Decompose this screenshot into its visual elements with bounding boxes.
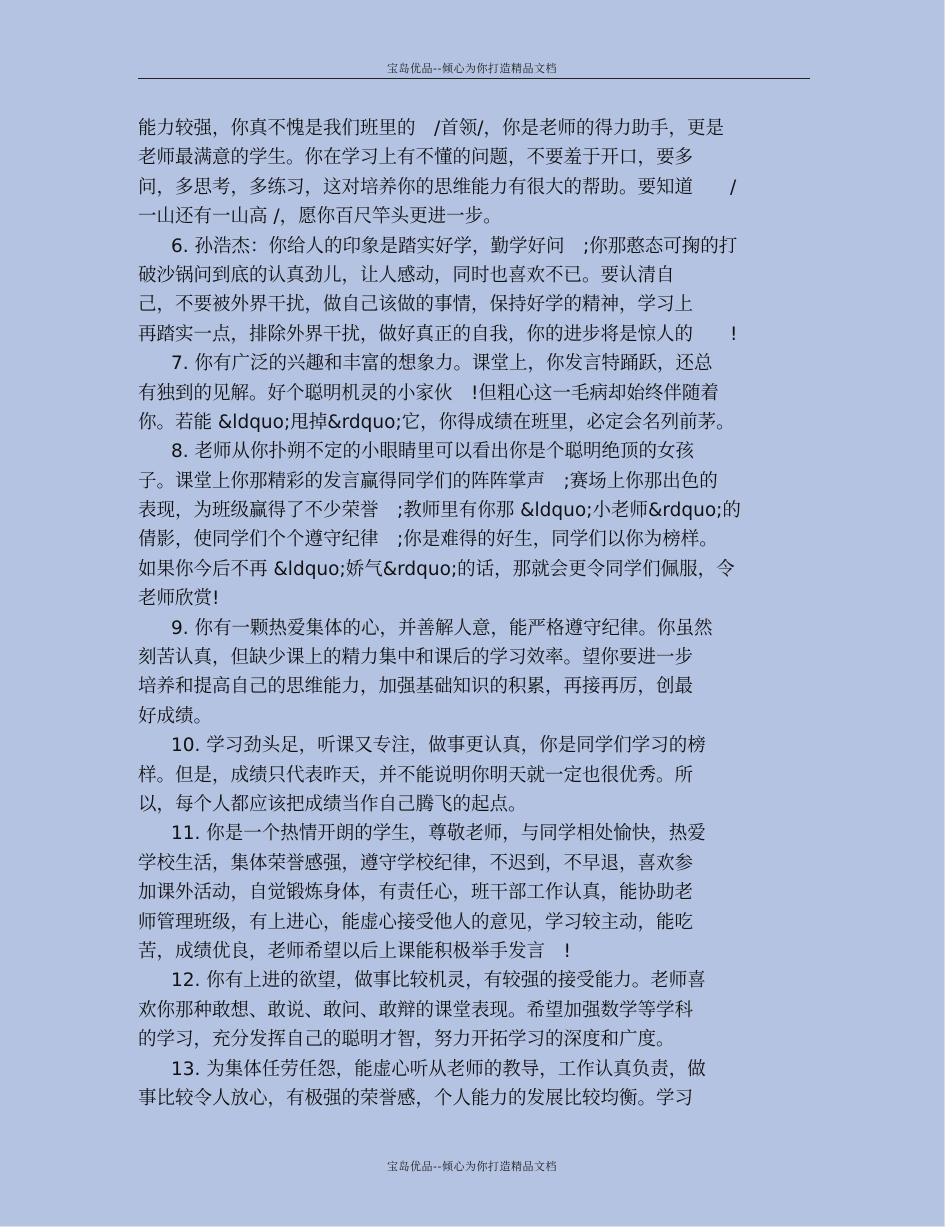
paragraph-7-start: 7. 你有广泛的兴趣和丰富的想象力。课堂上，你发言特踊跃，还总 [171, 353, 713, 375]
text-line: 样。但是，成绩只代表昨天，并不能说明你明天就一定也很优秀。所 [138, 764, 694, 786]
paragraph-13-start: 13. 为集体任劳任怨，能虚心听从老师的教导，工作认真负责，做 [171, 1058, 706, 1080]
page-footer: 宝岛优品--倾心为你打造精品文档 [387, 1160, 557, 1173]
paragraph-9-start: 9. 你有一颗热爱集体的心，并善解人意，能严格遵守纪律。你虽然 [171, 617, 713, 639]
text-line: 如果你今后不再 &ldquo;娇气&rdquo;的话，那就会更令同学们佩服，令 [138, 558, 735, 580]
text-line: 培养和提高自己的思维能力，加强基础知识的积累，再接再厉，创最 [138, 676, 694, 698]
text-line: 以，每个人都应该把成绩当作自己腾飞的起点。 [138, 793, 527, 815]
text-line: 表现，为班级赢得了不少荣誉 ;教师里有你那 &ldquo;小老师&rdquo;的 [138, 500, 741, 522]
text-line: 子。课堂上你那精彩的发言赢得同学们的阵阵掌声 ;赛场上你那出色的 [138, 470, 718, 492]
text-line: 苦，成绩优良，老师希望以后上课能积极举手发言 ! [138, 940, 571, 962]
paragraph-11-start: 11. 你是一个热情开朗的学生，尊敬老师，与同学相处愉快，热爱 [171, 823, 706, 845]
text-line: 老师欣赏! [138, 588, 220, 610]
text-line: 再踏实一点，排除外界干扰，做好真正的自我，你的进步将是惊人的 ! [138, 323, 738, 345]
text-line: 老师最满意的学生。你在学习上有不懂的问题，不要羞于开口，要多 [138, 147, 694, 169]
paragraph-10-start: 10. 学习劲头足，听课又专注，做事更认真，你是同学们学习的榜 [171, 735, 706, 757]
text-line: 你。若能 &ldquo;甩掉&rdquo;它，你得成绩在班里，必定会名列前茅。 [138, 411, 735, 433]
text-line: 学校生活，集体荣誉感强，遵守学校纪律，不迟到，不早退，喜欢参 [138, 852, 694, 874]
text-line: 倩影，使同学们个个遵守纪律 ;你是难得的好生，同学们以你为榜样。 [138, 529, 718, 551]
text-line: 刻苦认真，但缺少课上的精力集中和课后的学习效率。望你要进一步 [138, 647, 694, 669]
text-line: 有独到的见解。好个聪明机灵的小家伙 !但粗心这一毛病却始终伴随着 [138, 382, 719, 404]
text-line: 欢你那种敢想、敢说、敢问、敢辩的课堂表现。希望加强数学等学科 [138, 999, 694, 1021]
text-line: 问，多思考，多练习，这对培养你的思维能力有很大的帮助。要知道 / [138, 176, 737, 198]
text-line: 师管理班级，有上进心，能虚心接受他人的意见，学习较主动，能吃 [138, 911, 694, 933]
paragraph-6-start: 6. 孙浩杰：你给人的印象是踏实好学，勤学好问 ;你那憨态可掬的打 [171, 235, 738, 257]
page-header: 宝岛优品--倾心为你打造精品文档 [387, 62, 557, 75]
text-line: 加课外活动，自觉锻炼身体，有责任心，班干部工作认真，能协助老 [138, 882, 694, 904]
text-line: 能力较强，你真不愧是我们班里的 /首领/，你是老师的得力助手，更是 [138, 118, 724, 139]
text-line: 事比较令人放心，有极强的荣誉感，个人能力的发展比较均衡。学习 [138, 1087, 694, 1109]
text-line: 己，不要被外界干扰，做自己该做的事情，保持好学的精神，学习上 [138, 294, 694, 316]
document-body [138, 114, 806, 1113]
paragraph-8-start: 8. 老师从你扑朔不定的小眼睛里可以看出你是个聪明绝顶的女孩 [171, 441, 695, 463]
paragraph-12-start: 12. 你有上进的欲望，做事比较机灵，有较强的接受能力。老师喜 [171, 970, 706, 992]
text-line: 好成绩。 [138, 705, 213, 727]
text-line: 一山还有一山高 /，愿你百尺竿头更进一步。 [138, 206, 502, 228]
text-line: 破沙锅问到底的认真劲儿，让人感动，同时也喜欢不已。要认清自 [138, 264, 675, 286]
text-line: 的学习，充分发挥自己的聪明才智，努力开拓学习的深度和广度。 [138, 1029, 675, 1051]
header-divider [138, 78, 810, 79]
